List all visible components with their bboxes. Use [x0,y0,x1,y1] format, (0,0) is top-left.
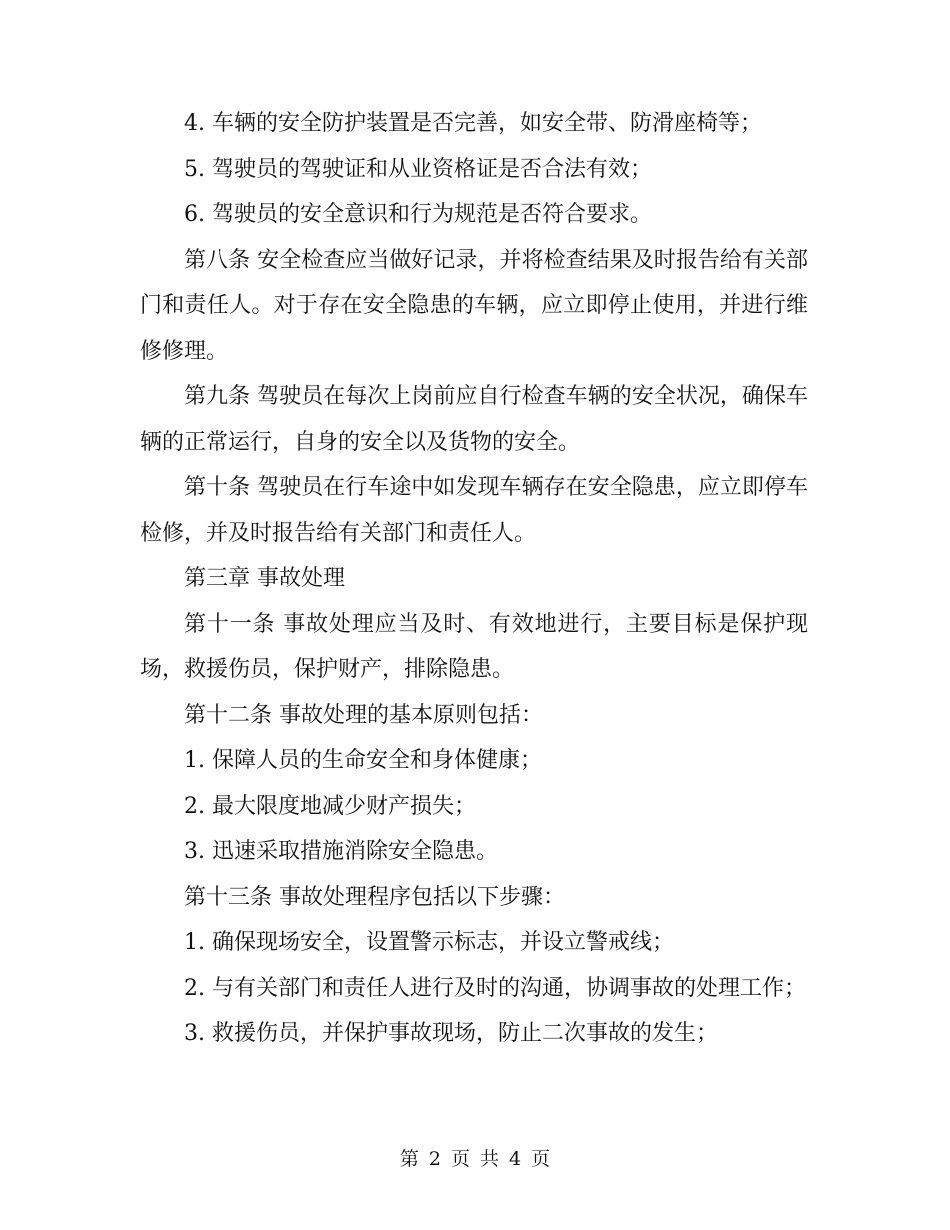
article-paragraph: 第十条 驾驶员在行车途中如发现车辆存在安全隐患，应立即停车检修，并及时报告给有关部门和责任人。 [140,475,808,546]
chapter-heading: 第三章 事故处理 [184,566,345,591]
article-paragraph: 第九条 驾驶员在每次上岗前应自行检查车辆的安全状况，确保车辆的正常运行，自身的安全以及货物的安全。 [140,384,808,455]
article-paragraph: 第十三条 事故处理程序包括以下步骤： [184,884,565,910]
article-paragraph: 第十二条 事故处理的基本原则包括： [184,702,543,728]
list-item: 2. 与有关部门和责任人进行及时的沟通，协调事故的处理工作； [184,975,806,1001]
article-paragraph: 第八条 安全检查应当做好记录，并将检查结果及时报告给有关部门和责任人。对于存在安全隐患的车辆，应立即停止使用，并进行维修修理。 [140,247,808,364]
list-item: 2. 最大限度地减少财产损失； [184,793,476,819]
list-item: 3. 救援伤员，并保护事故现场，防止二次事故的发生； [184,1021,718,1046]
page-number-label: 第 2 页 共 4 页 [399,1148,551,1170]
document-body [140,101,808,1057]
list-item: 4. 车辆的安全防护装置是否完善，如安全带、防滑座椅等； [184,111,762,136]
list-item: 5. 驾驶员的驾驶证和从业资格证是否合法有效； [184,156,652,182]
article-paragraph: 第十一条 事故处理应当及时、有效地进行，主要目标是保护现场，救援伤员，保护财产，排除隐患。 [140,611,808,682]
list-item: 3. 迅速采取措施消除安全隐患。 [184,839,498,864]
list-item: 1. 确保现场安全，设置警示标志，并设立警戒线； [184,930,674,955]
list-item: 1. 保障人员的生命安全和身体健康； [184,748,542,773]
list-item: 6. 驾驶员的安全意识和行为规范是否符合要求。 [184,202,652,227]
page-footer [0,1147,950,1171]
